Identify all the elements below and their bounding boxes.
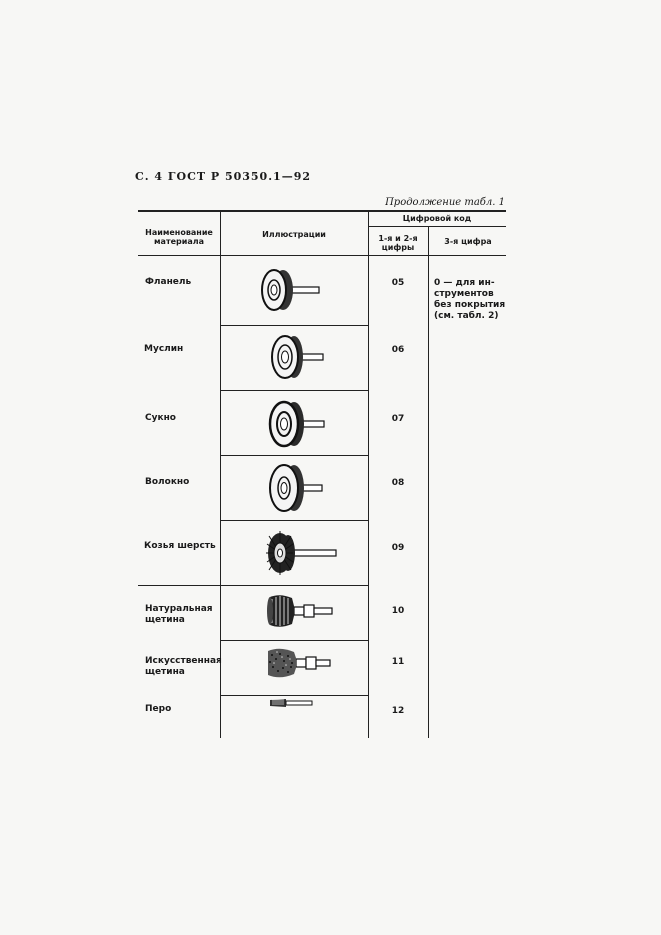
- illus-row-line: [220, 520, 368, 521]
- natural-bristle-brush-icon: [262, 593, 336, 629]
- code-12-value: 12: [391, 706, 405, 716]
- col-header-code-12-line1: 1-я и 2-я: [378, 234, 418, 243]
- material-name-line: щетина: [145, 615, 185, 625]
- col-header-code-group: Цифровой код: [402, 214, 472, 223]
- material-name: [145, 656, 222, 678]
- material-name: Сукно: [145, 413, 176, 423]
- material-name: Фланель: [145, 277, 192, 287]
- code-3-note-line: струментов: [434, 289, 494, 299]
- material-name-line: Натуральная: [145, 604, 213, 614]
- muslin-wheel-icon: [265, 333, 335, 381]
- code-12-value: 07: [391, 414, 405, 424]
- col-divider-3: [428, 226, 429, 738]
- code-12-value: 06: [391, 345, 405, 355]
- material-name: [145, 604, 213, 626]
- col-header-code-12-line2: цифры: [381, 243, 415, 252]
- flannel-wheel-icon: [255, 268, 325, 312]
- code-12-value: 09: [391, 543, 405, 553]
- code-12-value: 10: [391, 606, 405, 616]
- material-name: Козья шерсть: [144, 541, 216, 551]
- col-header-illustration: Иллюстрации: [262, 230, 326, 239]
- col-header-material-line1: Наименование: [145, 228, 213, 237]
- feather-brush-icon: [268, 696, 314, 710]
- illus-row-line: [220, 390, 368, 391]
- col-header-code-3: 3-я цифра: [444, 237, 492, 246]
- illus-row-line: [220, 455, 368, 456]
- illus-row-line: [220, 640, 368, 641]
- material-name: Перо: [145, 704, 172, 714]
- fiber-wheel-icon: [262, 462, 334, 514]
- code-12-value: 05: [391, 278, 405, 288]
- goat-hair-wheel-icon: [262, 530, 342, 576]
- cloth-wheel-icon: [262, 399, 334, 449]
- code-3-note-line: без покрытия: [434, 300, 506, 310]
- code-3-note-line: 0 — для ин-: [434, 278, 495, 288]
- material-name: Муслин: [144, 344, 184, 354]
- header-bottom-border: [138, 255, 506, 256]
- col-header-code-12: [368, 234, 428, 252]
- col-header-material: [140, 228, 218, 246]
- code-3-note-line: (см. табл. 2): [434, 311, 499, 321]
- table-top-border: [138, 210, 506, 212]
- material-name-line: щетина: [145, 667, 185, 677]
- material-name: Волокно: [145, 477, 190, 487]
- table-continuation-caption: Продолжение табл. 1: [385, 197, 505, 208]
- code-12-value: 08: [391, 478, 405, 488]
- synthetic-bristle-brush-icon: [264, 645, 338, 681]
- col-header-material-line2: материала: [154, 237, 204, 246]
- material-name-line: Искусственная: [145, 656, 222, 666]
- code-3-note: [434, 278, 506, 322]
- illus-row-line: [138, 585, 368, 586]
- code-group-divider: [368, 226, 506, 227]
- page-header: С. 4 ГОСТ Р 50350.1—92: [135, 170, 312, 183]
- code-12-value: 11: [391, 657, 405, 667]
- illus-row-line: [220, 325, 368, 326]
